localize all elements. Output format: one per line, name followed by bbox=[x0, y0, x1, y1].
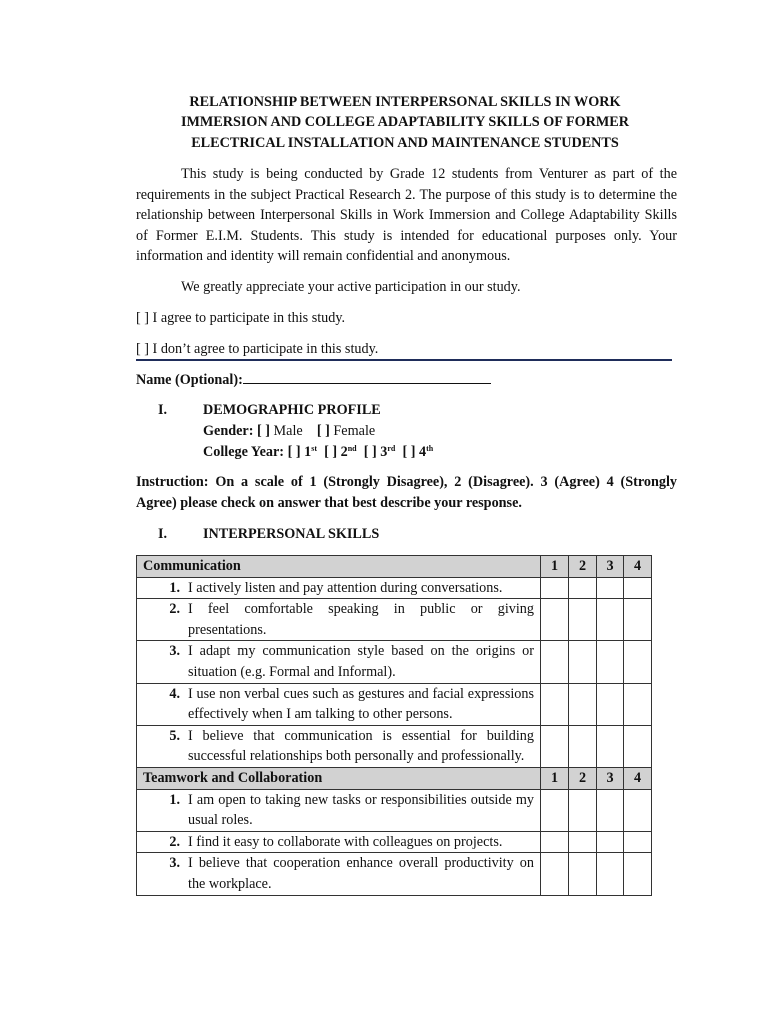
table-row bbox=[137, 831, 652, 853]
item-number: 1. bbox=[169, 791, 180, 808]
rating-cell-2[interactable] bbox=[569, 831, 597, 853]
rating-cell-1[interactable] bbox=[541, 641, 569, 683]
rating-cell-1[interactable] bbox=[541, 599, 569, 641]
item-number: 2. bbox=[169, 601, 180, 618]
rating-cell-3[interactable] bbox=[597, 853, 624, 895]
table-row bbox=[137, 577, 652, 599]
category-header-communication bbox=[137, 556, 652, 578]
rating-cell-2[interactable] bbox=[569, 577, 597, 599]
name-field-row bbox=[136, 369, 491, 391]
rating-cell-1[interactable] bbox=[541, 683, 569, 725]
rating-cell-1[interactable] bbox=[541, 577, 569, 599]
year-option-4[interactable]: [ ] 4th bbox=[402, 444, 434, 460]
table-row bbox=[137, 725, 652, 767]
title-line: RELATIONSHIP BETWEEN INTERPERSONAL SKILLS IN WORK bbox=[189, 94, 621, 110]
item-number: 4. bbox=[169, 685, 180, 702]
rating-cell-4[interactable] bbox=[624, 831, 652, 853]
section2-numeral: I. bbox=[158, 526, 168, 542]
agree-label: I agree to participate in this study. bbox=[152, 310, 346, 326]
rating-cell-4[interactable] bbox=[624, 789, 652, 831]
section2-heading: INTERPERSONAL SKILLS bbox=[203, 526, 380, 542]
consent-disagree-option[interactable] bbox=[136, 339, 378, 360]
rating-cell-1[interactable] bbox=[541, 853, 569, 895]
rating-cell-2[interactable] bbox=[569, 599, 597, 641]
rating-cell-4[interactable] bbox=[624, 853, 652, 895]
category-name: Teamwork and Collaboration bbox=[137, 767, 541, 789]
year-option-3[interactable]: [ ] 3rd bbox=[363, 444, 396, 460]
scale-header: 3 bbox=[597, 767, 624, 789]
rating-cell-3[interactable] bbox=[597, 789, 624, 831]
scale-header: 3 bbox=[597, 556, 624, 578]
category-name: Communication bbox=[137, 556, 541, 578]
rating-cell-4[interactable] bbox=[624, 641, 652, 683]
rating-cell-1[interactable] bbox=[541, 831, 569, 853]
rating-cell-2[interactable] bbox=[569, 683, 597, 725]
name-input-line[interactable] bbox=[243, 369, 491, 384]
scale-header: 2 bbox=[569, 767, 597, 789]
item-number: 3. bbox=[169, 855, 180, 872]
scale-header: 4 bbox=[624, 556, 652, 578]
table-row bbox=[137, 683, 652, 725]
rating-cell-2[interactable] bbox=[569, 853, 597, 895]
rating-cell-2[interactable] bbox=[569, 725, 597, 767]
appreciation-text: We greatly appreciate your active participation in our study. bbox=[181, 279, 521, 295]
consent-agree-option[interactable] bbox=[136, 308, 345, 329]
gender-option-female[interactable]: [ ] Female bbox=[316, 423, 376, 439]
item-statement: I feel comfortable speaking in public or giving presentations. bbox=[188, 601, 534, 638]
rating-cell-4[interactable] bbox=[624, 683, 652, 725]
gender-label: Gender: bbox=[203, 423, 254, 439]
rating-cell-4[interactable] bbox=[624, 599, 652, 641]
rating-cell-3[interactable] bbox=[597, 641, 624, 683]
title-line: ELECTRICAL INSTALLATION AND MAINTENANCE STUDENTS bbox=[191, 134, 619, 151]
item-statement: I am open to taking new tasks or responsibilities outside my usual roles. bbox=[188, 791, 534, 829]
item-statement: I adapt my communication style based on the origins or situation (e.g. Formal and Informal). bbox=[188, 643, 534, 680]
gender-option-male[interactable]: [ ] Male bbox=[256, 423, 303, 439]
college-year-row bbox=[203, 442, 433, 463]
document-title bbox=[136, 92, 674, 153]
rating-cell-3[interactable] bbox=[597, 683, 624, 725]
name-label: Name (Optional): bbox=[136, 372, 243, 388]
table-row bbox=[137, 789, 652, 831]
disagree-label: I don’t agree to participate in this study. bbox=[152, 341, 379, 357]
category-header-teamwork bbox=[137, 767, 652, 789]
rating-table bbox=[136, 555, 652, 896]
rating-cell-2[interactable] bbox=[569, 641, 597, 683]
scale-header: 4 bbox=[624, 767, 652, 789]
scale-header: 1 bbox=[541, 767, 569, 789]
rating-cell-1[interactable] bbox=[541, 725, 569, 767]
item-number: 1. bbox=[169, 579, 180, 596]
item-number: 2. bbox=[169, 833, 180, 850]
scale-header: 2 bbox=[569, 556, 597, 578]
year-option-2[interactable]: [ ] 2nd bbox=[324, 444, 357, 460]
rating-cell-2[interactable] bbox=[569, 789, 597, 831]
table-row bbox=[137, 853, 652, 895]
year-option-1[interactable]: [ ] 1st bbox=[287, 444, 317, 460]
item-statement: I actively listen and pay attention during conversations. bbox=[188, 579, 503, 596]
demographic-heading: DEMOGRAPHIC PROFILE bbox=[203, 402, 381, 418]
rating-cell-3[interactable] bbox=[597, 725, 624, 767]
rating-cell-1[interactable] bbox=[541, 789, 569, 831]
demographic-numeral: I. bbox=[158, 402, 168, 418]
college-year-label: College Year: bbox=[203, 444, 285, 460]
gender-row bbox=[203, 421, 375, 442]
title-line: IMMERSION AND COLLEGE ADAPTABILITY SKILLS OF FORMER bbox=[180, 114, 630, 131]
instruction-text: Instruction: On a scale of 1 (Strongly Disagree), 2 (Disagree). 3 (Agree) 4 (Strongly Agree) please check on answer that best describe your response. bbox=[136, 474, 677, 511]
table-row bbox=[137, 599, 652, 641]
item-statement: I believe that communication is essential for building successful relationships both personally and professionally. bbox=[188, 727, 534, 765]
disagree-checkbox[interactable]: [ ] bbox=[136, 341, 149, 357]
section-divider bbox=[136, 359, 672, 361]
table-row bbox=[137, 641, 652, 683]
item-statement: I believe that cooperation enhance overall productivity on the workplace. bbox=[188, 855, 534, 892]
item-number: 3. bbox=[169, 643, 180, 660]
item-statement: I use non verbal cues such as gestures and facial expressions effectively when I am talking to other persons. bbox=[188, 685, 534, 723]
rating-cell-3[interactable] bbox=[597, 577, 624, 599]
scale-header: 1 bbox=[541, 556, 569, 578]
rating-cell-3[interactable] bbox=[597, 831, 624, 853]
item-number: 5. bbox=[169, 727, 180, 744]
item-statement: I find it easy to collaborate with colleagues on projects. bbox=[188, 833, 503, 850]
agree-checkbox[interactable]: [ ] bbox=[136, 310, 149, 326]
intro-paragraph: This study is being conducted by Grade 12 students from Venturer as part of the requirements in the subject Practical Research 2. The purpose of this study is to determine the relationship between Interpersonal Skills in Work Immersion and College Adaptability Skills of Former E.I.M. Students. This study is intended for educational purposes only. Your information and identity will remain confidential and anonymous. bbox=[136, 166, 677, 265]
rating-cell-4[interactable] bbox=[624, 725, 652, 767]
rating-cell-4[interactable] bbox=[624, 577, 652, 599]
rating-cell-3[interactable] bbox=[597, 599, 624, 641]
